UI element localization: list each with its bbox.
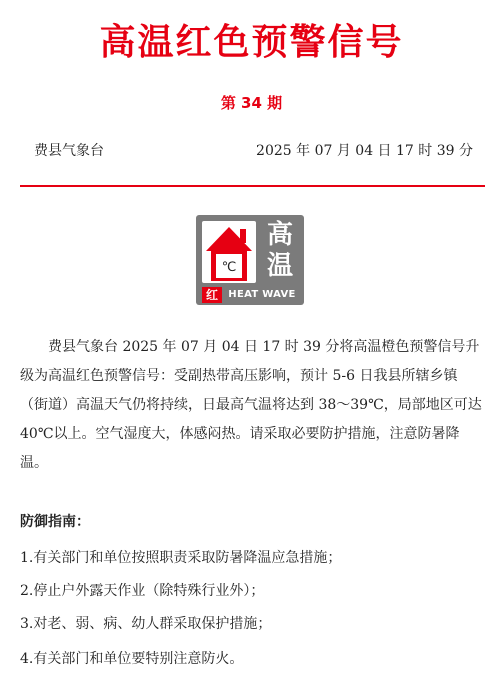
celsius-label: ℃ — [221, 260, 237, 275]
thermometer-house-icon — [202, 221, 256, 283]
guide-item-1: 1.有关部门和单位按照职责采取防暑降温应急措施； — [20, 550, 342, 566]
level-badge: 红 — [202, 287, 222, 303]
page-title: 高温红色预警信号 — [99, 22, 404, 63]
guide-item-3: 3.对老、弱、病、幼人群采取保护措施； — [20, 616, 272, 632]
guide-title: 防御指南： — [20, 514, 90, 530]
icon-char-gao: 高 — [266, 220, 293, 250]
heat-wave-label: HEAT WAVE — [228, 289, 296, 300]
warning-paragraph: 费县气象台 2025 年 07 月 04 日 17 时 39 分将高温橙色预警信号升级为高温红色预警信号：受副热带高压影响，预计 5-6 日我县所辖乡镇（街道）高温天气仍将持续，日最高气温将达到 38～39℃，局部地区可达 40℃以上。空气湿度大，体感闷热。请采取必要防护措施，注意防暑降温。 — [20, 339, 482, 471]
guide-item-4: 4.有关部门和单位要特别注意防火。 — [20, 651, 244, 667]
issuer-name: 费县气象台 — [34, 143, 104, 159]
header-divider — [20, 185, 485, 187]
issue-number: 第 34 期 — [220, 94, 283, 112]
heat-wave-red-warning-icon — [196, 215, 304, 305]
issue-datetime: 2025 年 07 月 04 日 17 时 39 分 — [256, 143, 473, 159]
guide-item-2: 2.停止户外露天作业（除特殊行业外）； — [20, 583, 265, 599]
icon-bottom-band — [202, 287, 298, 303]
icon-char-wen: 温 — [266, 251, 293, 281]
